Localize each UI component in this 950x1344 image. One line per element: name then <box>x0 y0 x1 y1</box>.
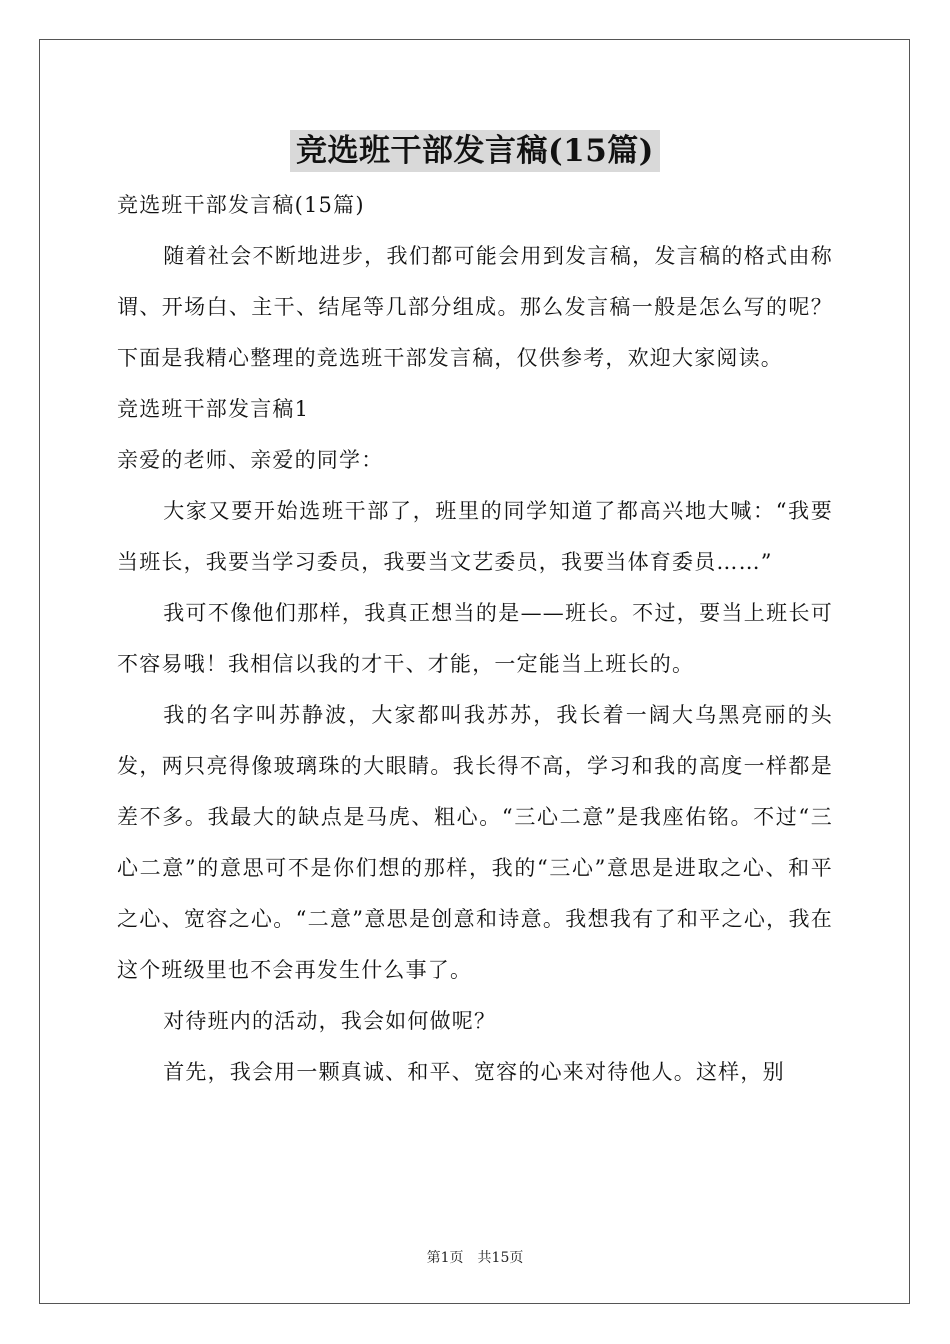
paragraph: 我的名字叫苏静波，大家都叫我苏苏，我长着一阔大乌黑亮丽的头发，两只亮得像玻璃珠的大眼睛。我长得不高，学习和我的高度一样都是差不多。我最大的缺点是马虎、粗心。“三心二意”是我座佑铭。不过“三心二意”的意思可不是你们想的那样，我的“三心”意思是进取之心、和平之心、宽容之心。“二意”意思是创意和诗意。我想我有了和平之心，我在这个班级里也不会再发生什么事了。 <box>117 703 833 982</box>
paragraph: 首先，我会用一颗真诚、和平、宽容的心来对待他人。这样，别 <box>163 1060 785 1084</box>
paragraph: 对待班内的活动，我会如何做呢？ <box>163 1009 497 1033</box>
page-footer <box>0 1247 950 1267</box>
document-title: 竞选班干部发言稿(15篇) <box>290 130 660 172</box>
paragraph: 竞选班干部发言稿(15篇) <box>117 193 365 217</box>
paragraph: 我可不像他们那样，我真正想当的是——班长。不过，要当上班长可不容易哦！我相信以我的才干、才能，一定能当上班长的。 <box>117 601 833 676</box>
paragraph: 竞选班干部发言稿1 <box>117 397 310 421</box>
paragraph: 随着社会不断地进步，我们都可能会用到发言稿，发言稿的格式由称谓、开场白、主干、结尾等几部分组成。那么发言稿一般是怎么写的呢？下面是我精心整理的竞选班干部发言稿，仅供参考，欢迎大家阅读。 <box>117 244 833 370</box>
title-container <box>0 130 950 172</box>
page-number: 第1页 共15页 <box>426 1250 524 1266</box>
paragraph: 大家又要开始选班干部了，班里的同学知道了都高兴地大喊：“我要当班长，我要当学习委员，我要当文艺委员，我要当体育委员……” <box>117 499 833 574</box>
paragraph: 亲爱的老师、亲爱的同学： <box>117 448 384 472</box>
document-body <box>117 180 833 1098</box>
